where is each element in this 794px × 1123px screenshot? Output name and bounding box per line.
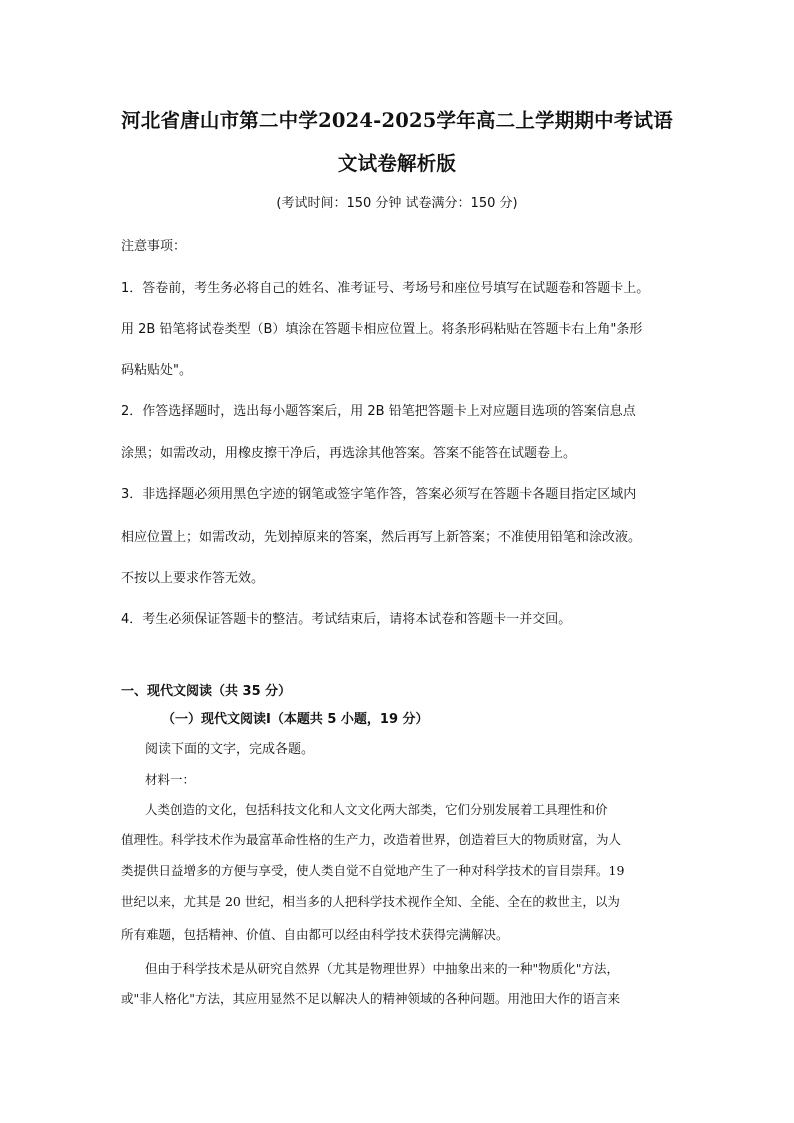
passage-line: 世纪以来，尤其是 20 世纪，相当多的人把科学技术视作全知、全能、全在的救世主，以为 bbox=[121, 894, 620, 909]
notice-line: 涂黑；如需改动，用橡皮擦干净后，再选涂其他答案。答案不能答在试题卷上。 bbox=[121, 446, 577, 461]
passage-line: 或"非人格化"方法，其应用显然不足以解决人的精神领域的各种问题。用池田大作的语言来 bbox=[121, 991, 621, 1006]
exam-info: (考试时间：150 分钟 试卷满分：150 分) bbox=[276, 196, 518, 211]
subsection-heading: （一）现代文阅读Ⅰ（本题共 5 小题，19 分） bbox=[162, 712, 429, 727]
notice-line: 码粘贴处"。 bbox=[121, 363, 192, 378]
notice-line: 4．考生必须保证答题卡的整洁。考试结束后，请将本试卷和答题卡一并交回。 bbox=[121, 612, 572, 627]
notice-line: 1．答卷前，考生务必将自己的姓名、准考证号、考场号和座位号填写在试题卷和答题卡上。 bbox=[121, 281, 650, 296]
notice-heading: 注意事项： bbox=[121, 239, 187, 254]
notice-line: 相应位置上；如需改动，先划掉原来的答案，然后再写上新答案；不准使用铅笔和涂改液。 bbox=[121, 530, 642, 545]
notice-line: 用 2B 铅笔将试卷类型（B）填涂在答题卡相应位置上。将条形码粘贴在答题卡右上角"条形 bbox=[121, 322, 643, 337]
notice-line: 2．作答选择题时，选出每小题答案后，用 2B 铅笔把答题卡上对应题目选项的答案信息点 bbox=[121, 404, 636, 419]
reading-instruction: 阅读下面的文字，完成各题。 bbox=[145, 742, 315, 757]
passage-line: 人类创造的文化，包括科技文化和人文文化两大部类，它们分别发展着工具理性和价 bbox=[145, 802, 608, 817]
section-heading: 一、现代文阅读（共 35 分） bbox=[121, 684, 292, 699]
document-title-line-1: 河北省唐山市第二中学2024-2025学年高二上学期期中考试语 bbox=[121, 109, 673, 132]
passage-line: 所有难题，包括精神、价值、自由都可以经由科学技术获得完满解决。 bbox=[121, 927, 509, 942]
notice-line: 3．非选择题必须用黑色字迹的钢笔或签字笔作答，答案必须写在答题卡各题目指定区域内 bbox=[121, 487, 637, 502]
notice-line: 不按以上要求作答无效。 bbox=[121, 571, 265, 586]
passage-line: 但由于科学技术是从研究自然界（尤其是物理世界）中抽象出来的一种"物质化"方法， bbox=[145, 961, 620, 976]
document-title-line-2: 文试卷解析版 bbox=[337, 152, 457, 175]
passage-line: 类提供日益增多的方便与享受，使人类自觉不自觉地产生了一种对科学技术的盲目崇拜。19 bbox=[121, 863, 625, 878]
passage-line: 值理性。科学技术作为最富革命性格的生产力，改造着世界，创造着巨大的物质财富，为人 bbox=[121, 832, 622, 847]
material-label: 材料一： bbox=[145, 772, 196, 787]
